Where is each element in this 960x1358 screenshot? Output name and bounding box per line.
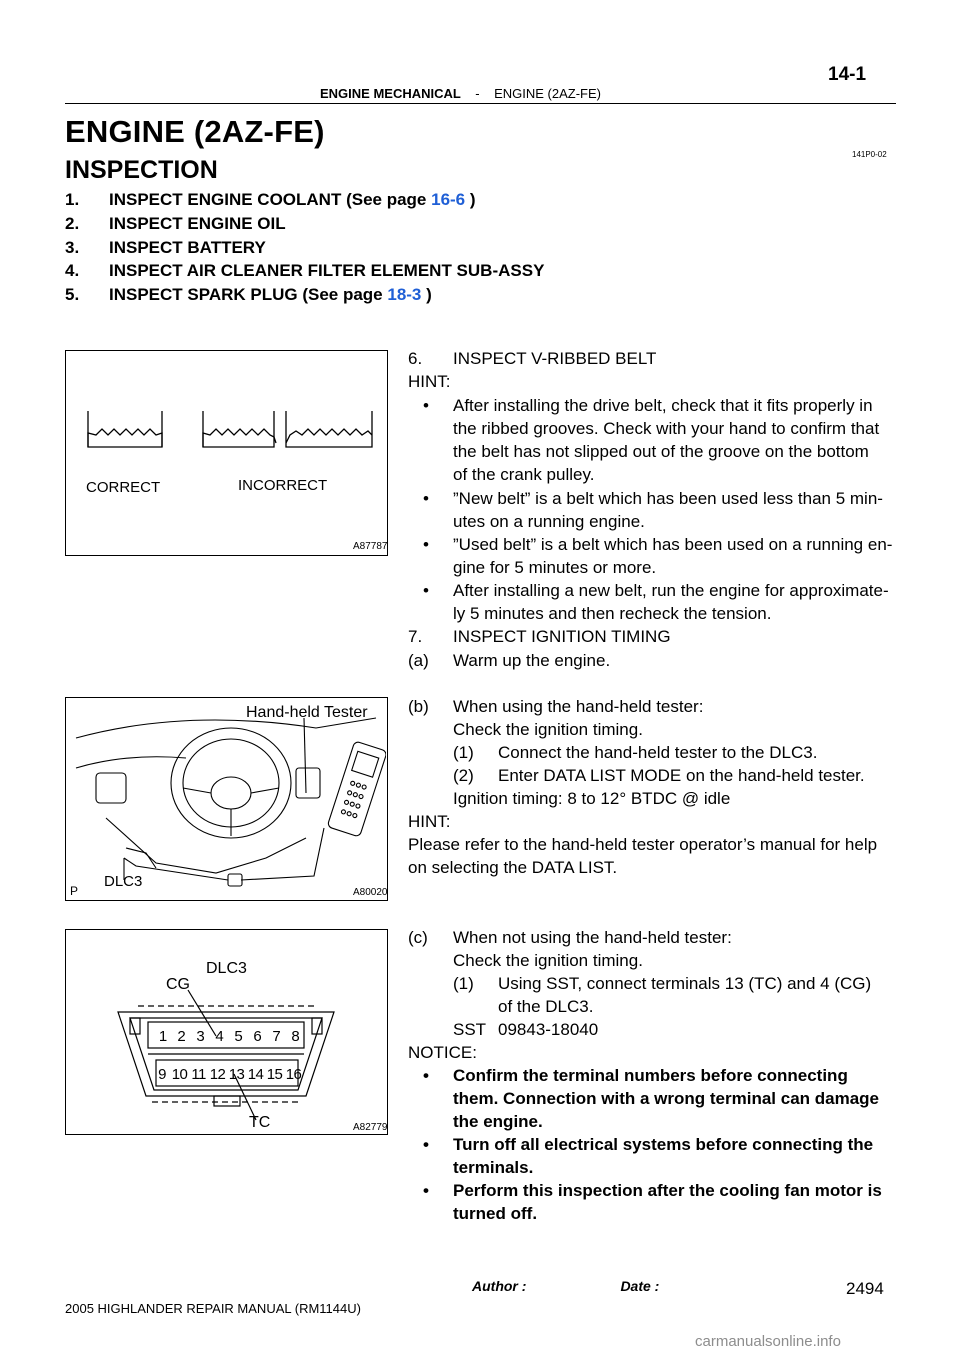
figure-id-dlc3: A82779 bbox=[353, 1122, 388, 1133]
step-7-hint: HINT: bbox=[408, 812, 451, 831]
footer-date: Date : bbox=[620, 1278, 660, 1294]
pin-label: 15 bbox=[266, 1066, 283, 1083]
label-cg: CG bbox=[166, 976, 190, 993]
pin-label: 12 bbox=[209, 1066, 226, 1083]
step-6-bullet-1: • After installing the drive belt, check that it fits properly in the ribbed grooves. Check with your hand to confirm that the belt has not slipped out of the groove on the bottom of the crank pulley. bbox=[423, 396, 880, 484]
pin-label: 5 bbox=[234, 1028, 243, 1045]
document-id: 141P0-02 bbox=[852, 150, 887, 159]
ignition-timing-spec: Ignition timing: 8 to 12° BTDC @ idle bbox=[453, 789, 731, 808]
footer-manual-title: 2005 HIGHLANDER REPAIR MANUAL (RM1144U) bbox=[65, 1301, 361, 1316]
tester-illustration bbox=[66, 698, 386, 898]
link-page-18-3[interactable]: 18-3 bbox=[387, 285, 422, 304]
step-7-hint-line-2: on selecting the DATA LIST. bbox=[408, 858, 618, 877]
pin-label: 11 bbox=[191, 1066, 206, 1083]
step-7-title: INSPECT IGNITION TIMING bbox=[453, 627, 671, 646]
label-correct: CORRECT bbox=[86, 479, 161, 496]
pin-label: 13 bbox=[228, 1066, 245, 1083]
step-6-title: INSPECT V-RIBBED BELT bbox=[453, 349, 657, 368]
pin-label: 10 bbox=[171, 1066, 188, 1083]
step-7b-label: (b) bbox=[408, 697, 429, 716]
label-incorrect: INCORRECT bbox=[238, 477, 328, 494]
header-section: ENGINE MECHANICAL bbox=[320, 86, 461, 101]
notice-bullet-2: • Turn off all electrical systems before connecting the terminals. bbox=[423, 1135, 874, 1177]
step-7a-label: (a) bbox=[408, 651, 429, 670]
step-7b2-label: (2) bbox=[453, 766, 474, 785]
step-7c1-line-1: Using SST, connect terminals 13 (TC) and 4 (CG) bbox=[498, 974, 872, 993]
step-7b1-text: Connect the hand-held tester to the DLC3. bbox=[498, 743, 818, 762]
sst-value: 09843-18040 bbox=[498, 1020, 599, 1039]
step-7-hint-line-1: Please refer to the hand-held tester operator’s manual for help bbox=[408, 835, 878, 854]
header-subsection: ENGINE (2AZ-FE) bbox=[494, 86, 601, 101]
pin-label: 3 bbox=[196, 1028, 205, 1045]
pin-label: 16 bbox=[285, 1066, 302, 1083]
step-3: 3. INSPECT BATTERY bbox=[65, 238, 266, 257]
step-7c-label: (c) bbox=[408, 928, 428, 947]
pin-label: 14 bbox=[247, 1066, 264, 1083]
pin-row-top bbox=[154, 1028, 305, 1045]
step-7b-text: When using the hand-held tester: bbox=[453, 697, 704, 716]
pin-row-bottom bbox=[154, 1066, 303, 1083]
figure-id-tester: A80020 bbox=[353, 887, 388, 898]
figure-id-belt: A87787 bbox=[353, 541, 388, 552]
step-1: 1. INSPECT ENGINE COOLANT (See page 16-6 ) bbox=[65, 190, 476, 209]
label-hand-held-tester: Hand-held Tester bbox=[246, 704, 368, 721]
pin-label: 6 bbox=[253, 1028, 262, 1045]
step-4: 4. INSPECT AIR CLEANER FILTER ELEMENT SUB-ASSY bbox=[65, 261, 545, 280]
figure-tester bbox=[65, 697, 388, 901]
figure-belt bbox=[65, 350, 388, 556]
step-7c1-label: (1) bbox=[453, 974, 474, 993]
step-6-bullet-3: • ”Used belt” is a belt which has been used on a running en- gine for 5 minutes or more. bbox=[423, 535, 893, 577]
link-page-16-6[interactable]: 16-6 bbox=[431, 190, 466, 209]
notice-bullet-1: • Confirm the terminal numbers before connecting them. Connection with a wrong terminal can damage the engine. bbox=[423, 1066, 880, 1131]
belt-illustration bbox=[66, 351, 386, 551]
page-title: ENGINE (2AZ-FE) bbox=[65, 114, 325, 149]
step-7b1-label: (1) bbox=[453, 743, 474, 762]
footer-author: Author : bbox=[472, 1278, 527, 1294]
pin-label: 7 bbox=[272, 1028, 281, 1045]
label-tc: TC bbox=[249, 1114, 271, 1131]
notice-bullet-3: • Perform this inspection after the cooling fan motor is turned off. bbox=[423, 1181, 882, 1223]
section-heading: INSPECTION bbox=[65, 156, 218, 184]
step-5: 5. INSPECT SPARK PLUG (See page 18-3 ) bbox=[65, 285, 432, 304]
step-6-number: 6. bbox=[408, 349, 423, 368]
step-7c1-line-2: of the DLC3. bbox=[498, 997, 594, 1016]
label-dlc3: DLC3 bbox=[206, 960, 247, 977]
running-header bbox=[320, 86, 601, 101]
footer-meta bbox=[472, 1278, 753, 1294]
figure-corner-mark: P bbox=[70, 884, 79, 898]
step-2: 2. INSPECT ENGINE OIL bbox=[65, 214, 286, 233]
pin-label: 4 bbox=[215, 1028, 224, 1045]
step-6-bullet-4: • After installing a new belt, run the engine for approximate- ly 5 minutes and then recheck the tension. bbox=[423, 581, 889, 623]
notice-heading: NOTICE: bbox=[408, 1043, 477, 1062]
step-7b-sub: Check the ignition timing. bbox=[453, 720, 643, 739]
step-6-hint: HINT: bbox=[408, 372, 451, 391]
pin-label: 8 bbox=[291, 1028, 300, 1045]
step-7c-text: When not using the hand-held tester: bbox=[453, 928, 732, 947]
pin-label: 9 bbox=[158, 1066, 166, 1083]
label-dlc3-tester: DLC3 bbox=[104, 873, 143, 890]
sst-label: SST bbox=[453, 1020, 487, 1039]
step-7-number: 7. bbox=[408, 627, 423, 646]
step-7b2-text: Enter DATA LIST MODE on the hand-held tester. bbox=[498, 766, 865, 785]
header-rule bbox=[65, 103, 896, 104]
pin-label: 2 bbox=[177, 1028, 186, 1045]
footer-page-number: 2494 bbox=[846, 1279, 884, 1298]
header-separator: - bbox=[475, 86, 480, 101]
step-6-bullet-2: • ”New belt” is a belt which has been used less than 5 min- utes on a running engine. bbox=[423, 489, 883, 531]
figure-dlc3 bbox=[65, 929, 388, 1135]
watermark: carmanualsonline.info bbox=[695, 1333, 841, 1350]
page-number-header: 14-1 bbox=[828, 64, 867, 85]
pin-label: 1 bbox=[158, 1028, 168, 1045]
step-7c-sub: Check the ignition timing. bbox=[453, 951, 643, 970]
step-7a-text: Warm up the engine. bbox=[453, 651, 611, 670]
